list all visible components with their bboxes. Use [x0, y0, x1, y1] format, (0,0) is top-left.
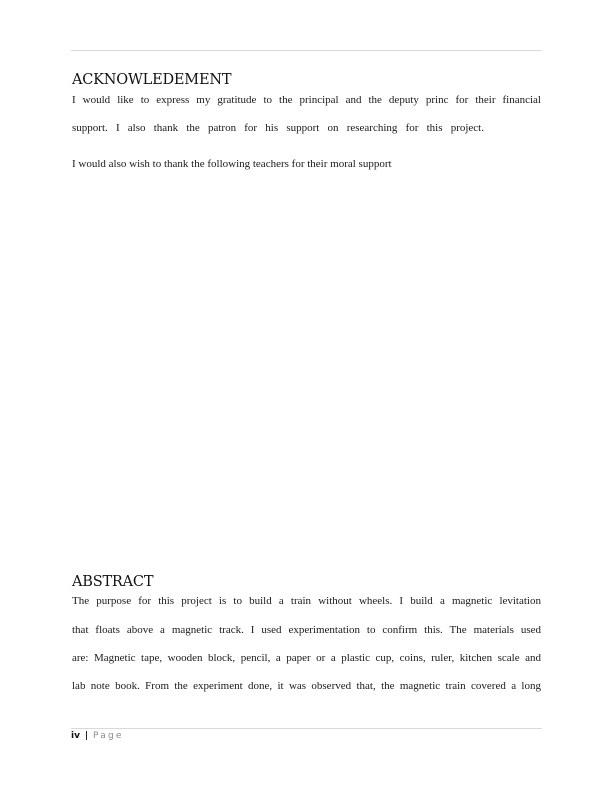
- page-footer: [71, 731, 124, 741]
- abstract-heading: ABSTRACT: [72, 574, 154, 590]
- footer-separator: |: [84, 731, 89, 741]
- acknowledgement-line-1: I would like to express my gratitude to the principal and the deputy princ for their financial: [72, 94, 541, 106]
- abstract-line-4: lab note book. From the experiment done, it was observed that, the magnetic train covered a long: [72, 680, 541, 692]
- header-rule: [71, 50, 542, 51]
- acknowledgement-heading: ACKNOWLEDEMENT: [72, 72, 232, 88]
- page-label: Page: [93, 731, 124, 741]
- abstract-line-2: that floats above a magnetic track. I used experimentation to confirm this. The materials used: [72, 624, 541, 636]
- page-number: iv: [71, 731, 80, 741]
- acknowledgement-line-2: support. I also thank the patron for his support on researching for this project.: [72, 122, 484, 134]
- abstract-line-1: The purpose for this project is to build a train without wheels. I build a magnetic levitation: [72, 595, 541, 607]
- footer-rule: [71, 728, 542, 729]
- acknowledgement-line-3: I would also wish to thank the following teachers for their moral support: [72, 158, 392, 170]
- abstract-line-3: are: Magnetic tape, wooden block, pencil, a paper or a plastic cup, coins, ruler, kitchen scale and: [72, 652, 541, 664]
